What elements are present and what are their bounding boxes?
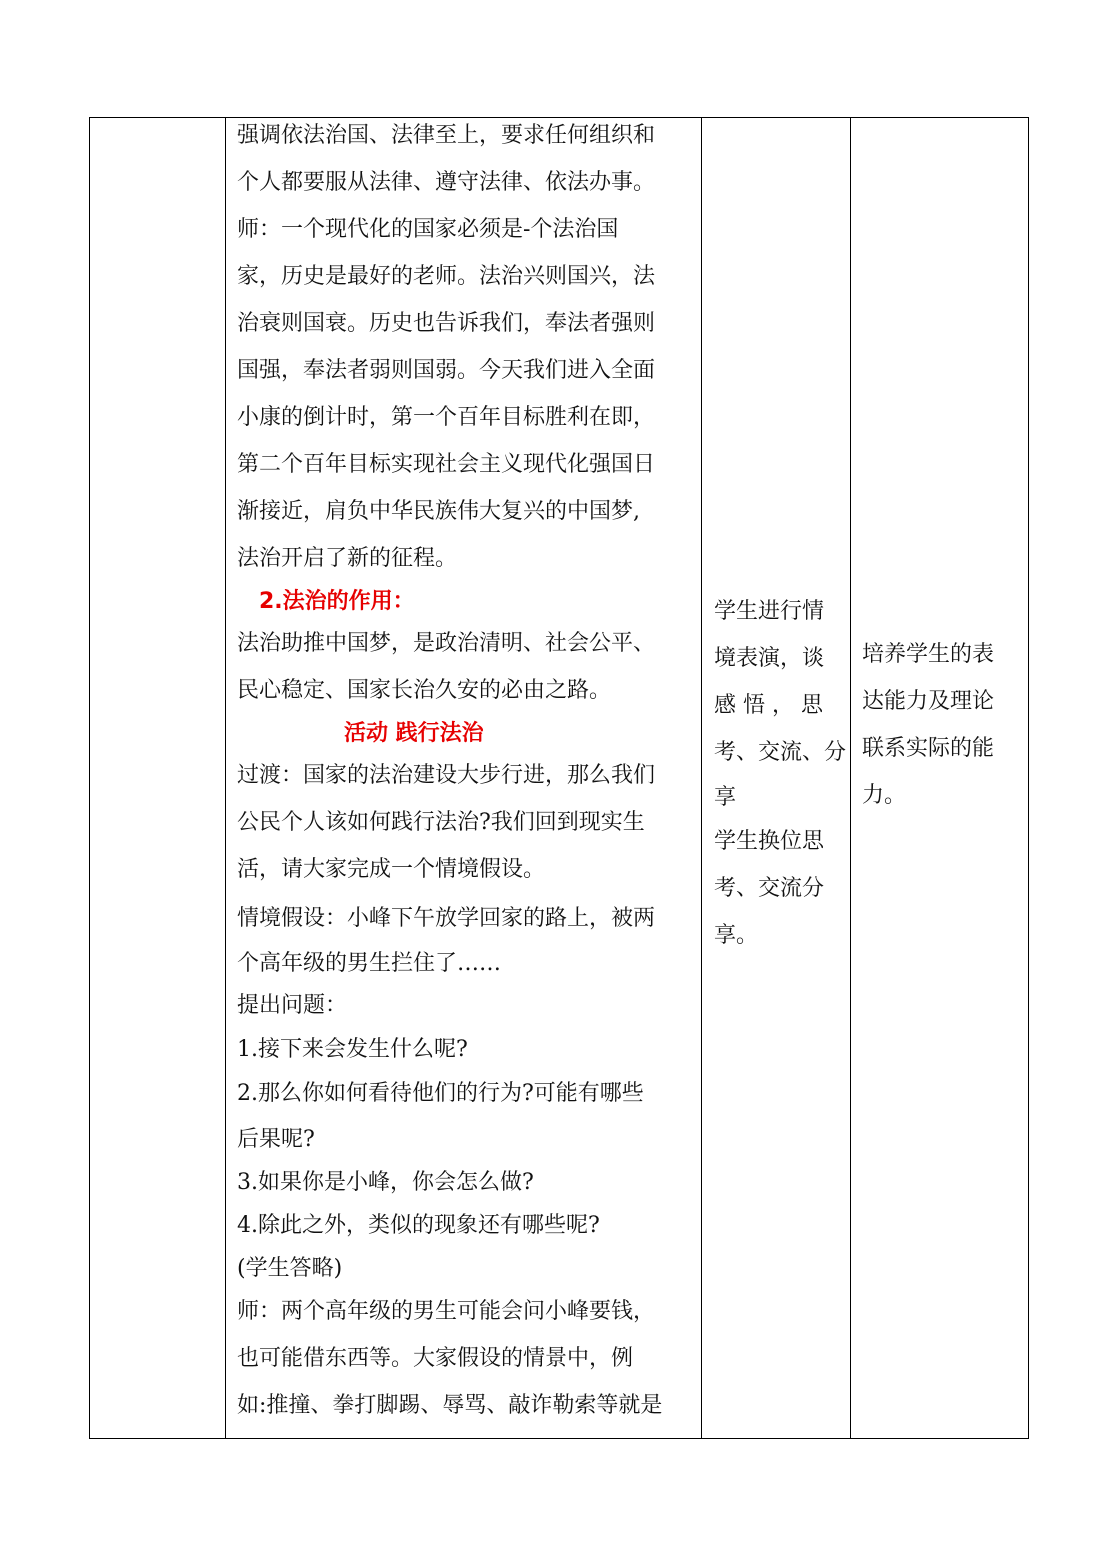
table-cell-design-intent	[862, 118, 1022, 1438]
table-right-border	[1028, 117, 1029, 1439]
text-line: 学生换位思	[714, 829, 825, 854]
question-item: 3.如果你是小峰，你会怎么做?	[237, 1170, 534, 1195]
table-cell-teaching-content	[237, 118, 697, 1438]
text-line: 法治开启了新的征程。	[237, 546, 458, 571]
text-line: 联系实际的能	[862, 736, 995, 761]
text-line: 后果呢?	[237, 1127, 315, 1152]
text-line: 国强，奉法者弱则国弱。今天我们进入全面	[237, 358, 656, 383]
text-line: 享	[714, 785, 737, 810]
text-line: 个人都要服从法律、遵守法律、依法办事。	[237, 170, 656, 195]
text-line: 民心稳定、国家长治久安的必由之路。	[237, 678, 612, 703]
text-line: 师：两个高年级的男生可能会问小峰要钱，	[237, 1299, 656, 1324]
text-line: 公民个人该如何践行法治?我们回到现实生	[237, 810, 645, 835]
text-line: 享。	[714, 923, 759, 948]
text-line: (学生答略)	[237, 1256, 343, 1281]
question-item: 4.除此之外，类似的现象还有哪些呢?	[237, 1213, 600, 1238]
text-line: 强调依法治国、法律至上，要求任何组织和	[237, 123, 656, 148]
table-bottom-border	[89, 1438, 1029, 1439]
question-item: 2.那么你如何看待他们的行为?可能有哪些	[237, 1081, 644, 1106]
table-cell-student-activity	[714, 118, 847, 1438]
text-line: 达能力及理论	[862, 689, 995, 714]
section-heading-rule-of-law-role: 2.法治的作用：	[259, 589, 415, 614]
text-line: 力。	[862, 783, 907, 808]
text-line: 第二个百年目标实现社会主义现代化强国日	[237, 452, 656, 477]
activity-heading: 活动 践行法治	[344, 721, 484, 746]
column-divider-3	[850, 117, 851, 1439]
text-line: 感 悟 ， 思	[714, 693, 823, 718]
text-line: 个高年级的男生拦住了……	[237, 951, 502, 976]
text-line: 如:推撞、拳打脚踢、辱骂、敲诈勒索等就是	[237, 1393, 663, 1418]
text-line: 法治助推中国梦，是政治清明、社会公平、	[237, 631, 656, 656]
text-line: 活，请大家完成一个情境假设。	[237, 857, 546, 882]
text-line: 考、交流分	[714, 876, 825, 901]
text-line: 提出问题：	[237, 993, 348, 1018]
table-cell-column-1	[90, 118, 225, 1438]
column-divider-2	[701, 117, 702, 1439]
text-line: 治衰则国衰。历史也告诉我们，奉法者强则	[237, 311, 656, 336]
text-line: 培养学生的表	[862, 642, 995, 667]
text-line: 家，历史是最好的老师。法治兴则国兴，法	[237, 264, 656, 289]
text-line: 师：一个现代化的国家必须是-个法治国	[237, 217, 619, 242]
text-line: 情境假设：小峰下午放学回家的路上，被两	[237, 906, 656, 931]
text-line: 境表演，谈	[714, 646, 825, 671]
text-line: 小康的倒计时，第一个百年目标胜利在即，	[237, 405, 656, 430]
text-line: 过渡：国家的法治建设大步行进，那么我们	[237, 763, 656, 788]
text-line: 考、交流、分	[714, 740, 847, 765]
text-line: 渐接近，肩负中华民族伟大复兴的中国梦,	[237, 499, 640, 524]
question-item: 1.接下来会发生什么呢?	[237, 1037, 468, 1062]
text-line: 也可能借东西等。大家假设的情景中，例	[237, 1346, 634, 1371]
text-line: 学生进行情	[714, 599, 825, 624]
column-divider-1	[225, 117, 226, 1439]
